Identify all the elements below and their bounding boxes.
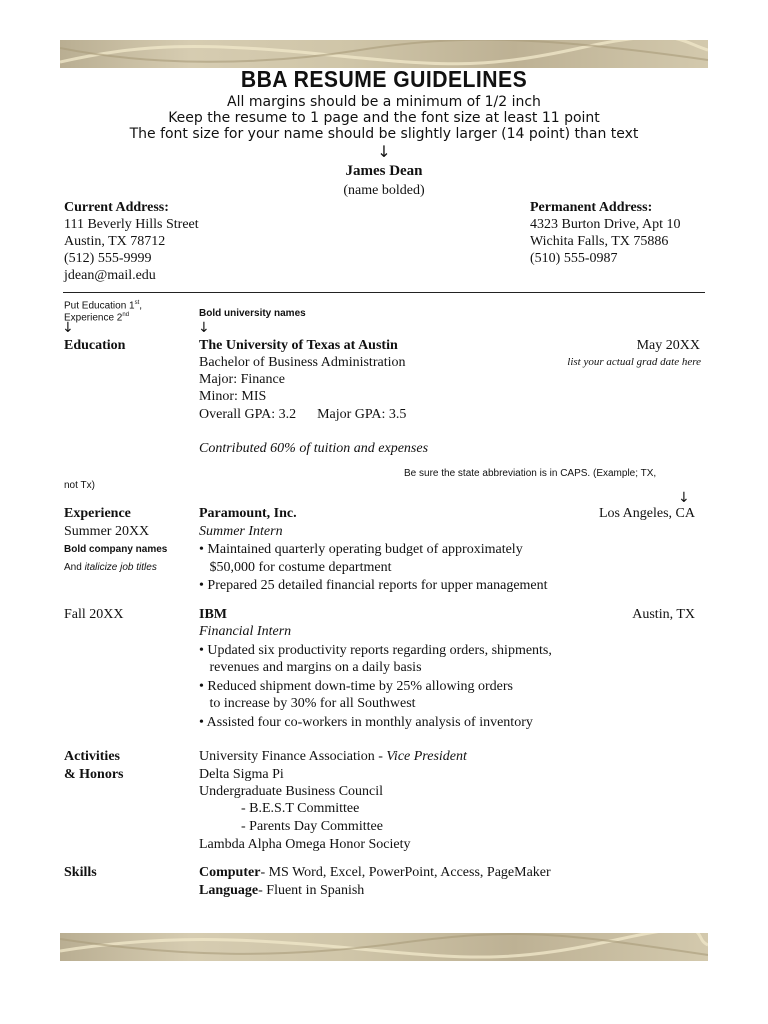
activity-subitem: - Parents Day Committee [199, 819, 383, 834]
activity-item: Delta Sigma Pi [199, 767, 284, 782]
activity-role: Vice President [386, 749, 467, 764]
down-arrow-icon: ↓ [62, 320, 74, 336]
university-name: The University of Texas at Austin [199, 338, 398, 353]
degree: Bachelor of Business Administration [199, 355, 406, 370]
permanent-address-city: Wichita Falls, TX 75886 [530, 234, 669, 249]
activity-org: University Finance Association - [199, 749, 387, 764]
down-arrow-icon: ↓ [377, 142, 391, 161]
note-italicize-prefix: And [64, 562, 85, 573]
note-education-first-sup: st [134, 300, 140, 306]
current-address-email: jdean@mail.edu [64, 268, 156, 283]
job-bullet-continued: $50,000 for costume department [199, 560, 392, 575]
skill-computer [199, 864, 551, 881]
job-bullet: • Updated six productivity reports regarding orders, shipments, [199, 643, 552, 658]
activities-heading: Activities [64, 749, 120, 764]
page-title: BBA RESUME GUIDELINES [240, 66, 528, 92]
job-bullet: • Maintained quarterly operating budget of approximately [199, 542, 523, 557]
experience-heading: Experience [64, 506, 131, 521]
note-state-caps-continued: not Tx) [64, 480, 95, 491]
minor: Minor: MIS [199, 389, 267, 404]
gpa: Overall GPA: 3.2 Major GPA: 3.5 [199, 407, 407, 422]
job-title: Financial Intern [199, 624, 292, 639]
permanent-address-label: Permanent Address: [530, 200, 653, 215]
note-experience-second-text: Experience 2 [64, 312, 123, 324]
job-bullet: • Reduced shipment down-time by 25% allowing orders [199, 679, 514, 694]
note-education-first-text: Put Education 1 [64, 300, 135, 312]
graduation-date: May 20XX [636, 338, 700, 353]
guideline-name-font: The font size for your name should be slightly larger (14 point) than text [129, 126, 639, 142]
activity-item: Lambda Alpha Omega Honor Society [199, 837, 411, 852]
current-address-city: Austin, TX 78712 [64, 234, 166, 249]
note-bold-company: Bold company names [64, 544, 168, 555]
candidate-name: James Dean [345, 163, 423, 179]
job-bullet: • Assisted four co-workers in monthly analysis of inventory [199, 715, 533, 730]
job-bullet: • Prepared 25 detailed financial reports for upper management [199, 578, 548, 593]
note-italicize-text: italicize job titles [84, 562, 157, 573]
skill-language [199, 882, 364, 899]
honors-heading: & Honors [64, 767, 124, 782]
activity-subitem: - B.E.S.T Committee [199, 801, 360, 816]
major: Major: Finance [199, 372, 285, 387]
current-address-label: Current Address: [64, 200, 169, 215]
education-heading: Education [64, 338, 126, 353]
permanent-address-phone: (510) 555-0987 [530, 251, 618, 266]
skill-language-label: Language [199, 883, 259, 898]
graduation-date-note: list your actual grad date here [567, 356, 701, 368]
job-bullet-continued: revenues and margins on a daily basis [199, 660, 422, 675]
note-italicize-titles [64, 562, 157, 574]
name-note: (name bolded) [343, 183, 425, 198]
note-education-first-comma: , [139, 300, 143, 312]
guideline-page-length: Keep the resume to 1 page and the font size at least 11 point [168, 110, 600, 126]
company-name: IBM [199, 607, 227, 622]
company-name: Paramount, Inc. [199, 506, 297, 521]
skill-computer-value: - MS Word, Excel, PowerPoint, Access, PageMaker [260, 865, 551, 880]
tuition-note: Contributed 60% of tuition and expenses [199, 441, 429, 456]
activity-item: Undergraduate Business Council [199, 784, 384, 799]
current-address-phone: (512) 555-9999 [64, 251, 152, 266]
guideline-margins: All margins should be a minimum of 1/2 inch [227, 94, 541, 110]
job-bullet-continued: to increase by 30% for all Southwest [199, 696, 416, 711]
section-divider [63, 292, 705, 293]
permanent-address-street: 4323 Burton Drive, Apt 10 [530, 217, 681, 232]
job-location: Los Angeles, CA [598, 506, 695, 521]
note-experience-second-sup: nd [122, 312, 130, 318]
top-decorative-banner [60, 40, 708, 68]
job-date: Summer 20XX [64, 524, 150, 539]
activity-item [199, 748, 467, 765]
down-arrow-icon: ↓ [678, 490, 690, 506]
job-date: Fall 20XX [64, 607, 124, 622]
note-experience-second [64, 309, 129, 324]
skill-language-value: - Fluent in Spanish [258, 883, 365, 898]
skill-computer-label: Computer [199, 865, 261, 880]
note-state-caps: Be sure the state abbreviation is in CAPS. (Example; TX, [404, 468, 657, 479]
down-arrow-icon: ↓ [198, 320, 210, 336]
bottom-decorative-banner [60, 933, 708, 961]
job-title: Summer Intern [199, 524, 283, 539]
current-address-street: 111 Beverly Hills Street [64, 217, 199, 232]
skills-heading: Skills [64, 865, 97, 880]
note-bold-university: Bold university names [199, 308, 306, 319]
job-location: Austin, TX [632, 607, 695, 622]
